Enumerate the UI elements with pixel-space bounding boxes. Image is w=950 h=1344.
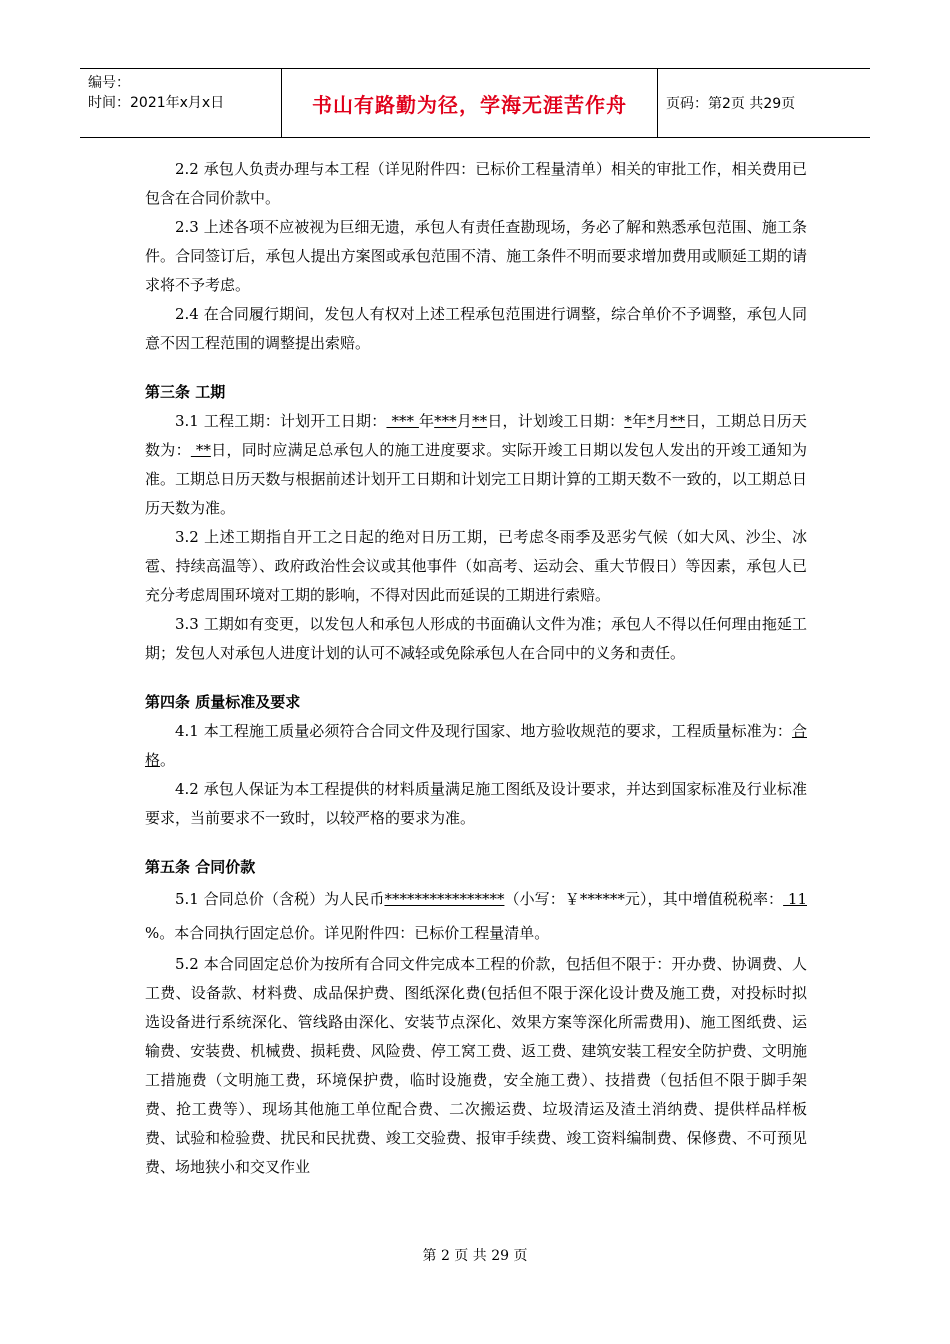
start-year: ***: [386, 412, 419, 430]
clause-5-2: 5.2 本合同固定总价为按所有合同文件完成本工程的价款，包括但不限于：开办费、协调费、人工费、设备款、材料费、成品保护费、图纸深化费(包括但不限于深化设计费及施工费，对投标时拟选设备进行系统深化、管线路由深化、安装节点深化、效果方案等深化所需费用)、施工图纸费、运输费、安装费、机械费、损耗费、风险费、停工窝工费、返工费、建筑安装工程安全防护费、文明施工措施费（文明施工费，环境保护费，临时设施费，安全施工费）、技措费（包括但不限于脚手架费、抢工费等）、现场其他施工单位配合费、二次搬运费、垃圾清运及渣土消纳费、提供样品样板费、试验和检验费、扰民和民扰费、竣工交验费、报审手续费、竣工资料编制费、保修费、不可预见费、场地狭小和交叉作业: [145, 955, 807, 1176]
end-year: *: [624, 412, 632, 430]
article-4-heading: 第四条 质量标准及要求: [145, 693, 301, 711]
clause-3-2: 3.2 上述工期指自开工之日起的绝对日历工期，已考虑冬雨季及恶劣气候（如大风、沙尘、冰雹、持续高温等）、政府政治性会议或其他事件（如高考、运动会、重大节假日）等因素，承包人已充分考虑周围环境对工期的影响，不得对因此而延误的工期进行索赔。: [145, 528, 807, 604]
start-month: ***: [434, 412, 457, 430]
contract-amount: ****************: [384, 890, 505, 908]
total-days: **: [190, 441, 211, 459]
clause-4-2: 4.2 承包人保证为本工程提供的材料质量满足施工图纸及设计要求，并达到国家标准及行业标准要求，当前要求不一致时，以较严格的要求为准。: [145, 780, 807, 827]
clause-2-4: 2.4 在合同履行期间，发包人有权对上述工程承包范围进行调整，综合单价不予调整，承包人同意不因工程范围的调整提出索赔。: [145, 305, 807, 352]
clause-4-1: 4.1 本工程施工质量必须符合合同文件及现行国家、地方验收规范的要求，工程质量标准为：合格。: [145, 722, 807, 769]
header-motto: 书山有路勤为径，学海无涯苦作舟: [282, 69, 658, 137]
page-footer: 第 2 页 共 29 页: [422, 1248, 528, 1264]
clause-2-3: 2.3 上述各项不应被视为巨细无遗，承包人有责任查勘现场，务必了解和熟悉承包范围、施工条件。合同签订后，承包人提出方案图或承包范围不清、施工条件不明而要求增加费用或顺延工期的请求将不予考虑。: [145, 218, 807, 294]
quality-standard: 合格: [145, 722, 807, 769]
end-month: *: [647, 412, 655, 430]
start-day: **: [472, 412, 488, 430]
header-meta: [80, 69, 282, 137]
article-5-heading: 第五条 合同价款: [145, 858, 256, 876]
doc-date-label: 时间：2021年x月x日: [88, 95, 225, 111]
clause-2-2: 2.2 承包人负责办理与本工程（详见附件四：已标价工程量清单）相关的审批工作，相关费用已包含在合同价款中。: [145, 160, 807, 207]
clause-3-1: 3.1 工程工期：计划开工日期： *** 年***月**日，计划竣工日期：*年*月**日，工期总日历天数为： **日，同时应满足总承包人的施工进度要求。实际开竣工日期以发包人发出的开竣工通知为准。工期总日历天数与根据前述计划开工日期和计划完工日期计算的工期天数不一致的，以工期总日历天数为准。: [145, 412, 807, 517]
page-header: [80, 68, 870, 138]
tax-rate: 11: [783, 890, 807, 908]
article-3-heading: 第三条 工期: [145, 383, 226, 401]
doc-number-label: 编号：: [88, 75, 130, 91]
header-page-label: 页码：第2页 共29页: [666, 96, 796, 112]
end-day: **: [670, 412, 686, 430]
clause-5-1: 5.1 合同总价（含税）为人民币****************（小写：￥******元），其中增值税税率： 11 %。本合同执行固定总价。详见附件四：已标价工程量清单。: [145, 890, 807, 942]
clause-3-3: 3.3 工期如有变更，以发包人和承包人形成的书面确认文件为准；承包人不得以任何理由拖延工期；发包人对承包人进度计划的认可不减轻或免除承包人在合同中的义务和责任。: [145, 615, 807, 662]
document-body: [145, 155, 807, 1182]
